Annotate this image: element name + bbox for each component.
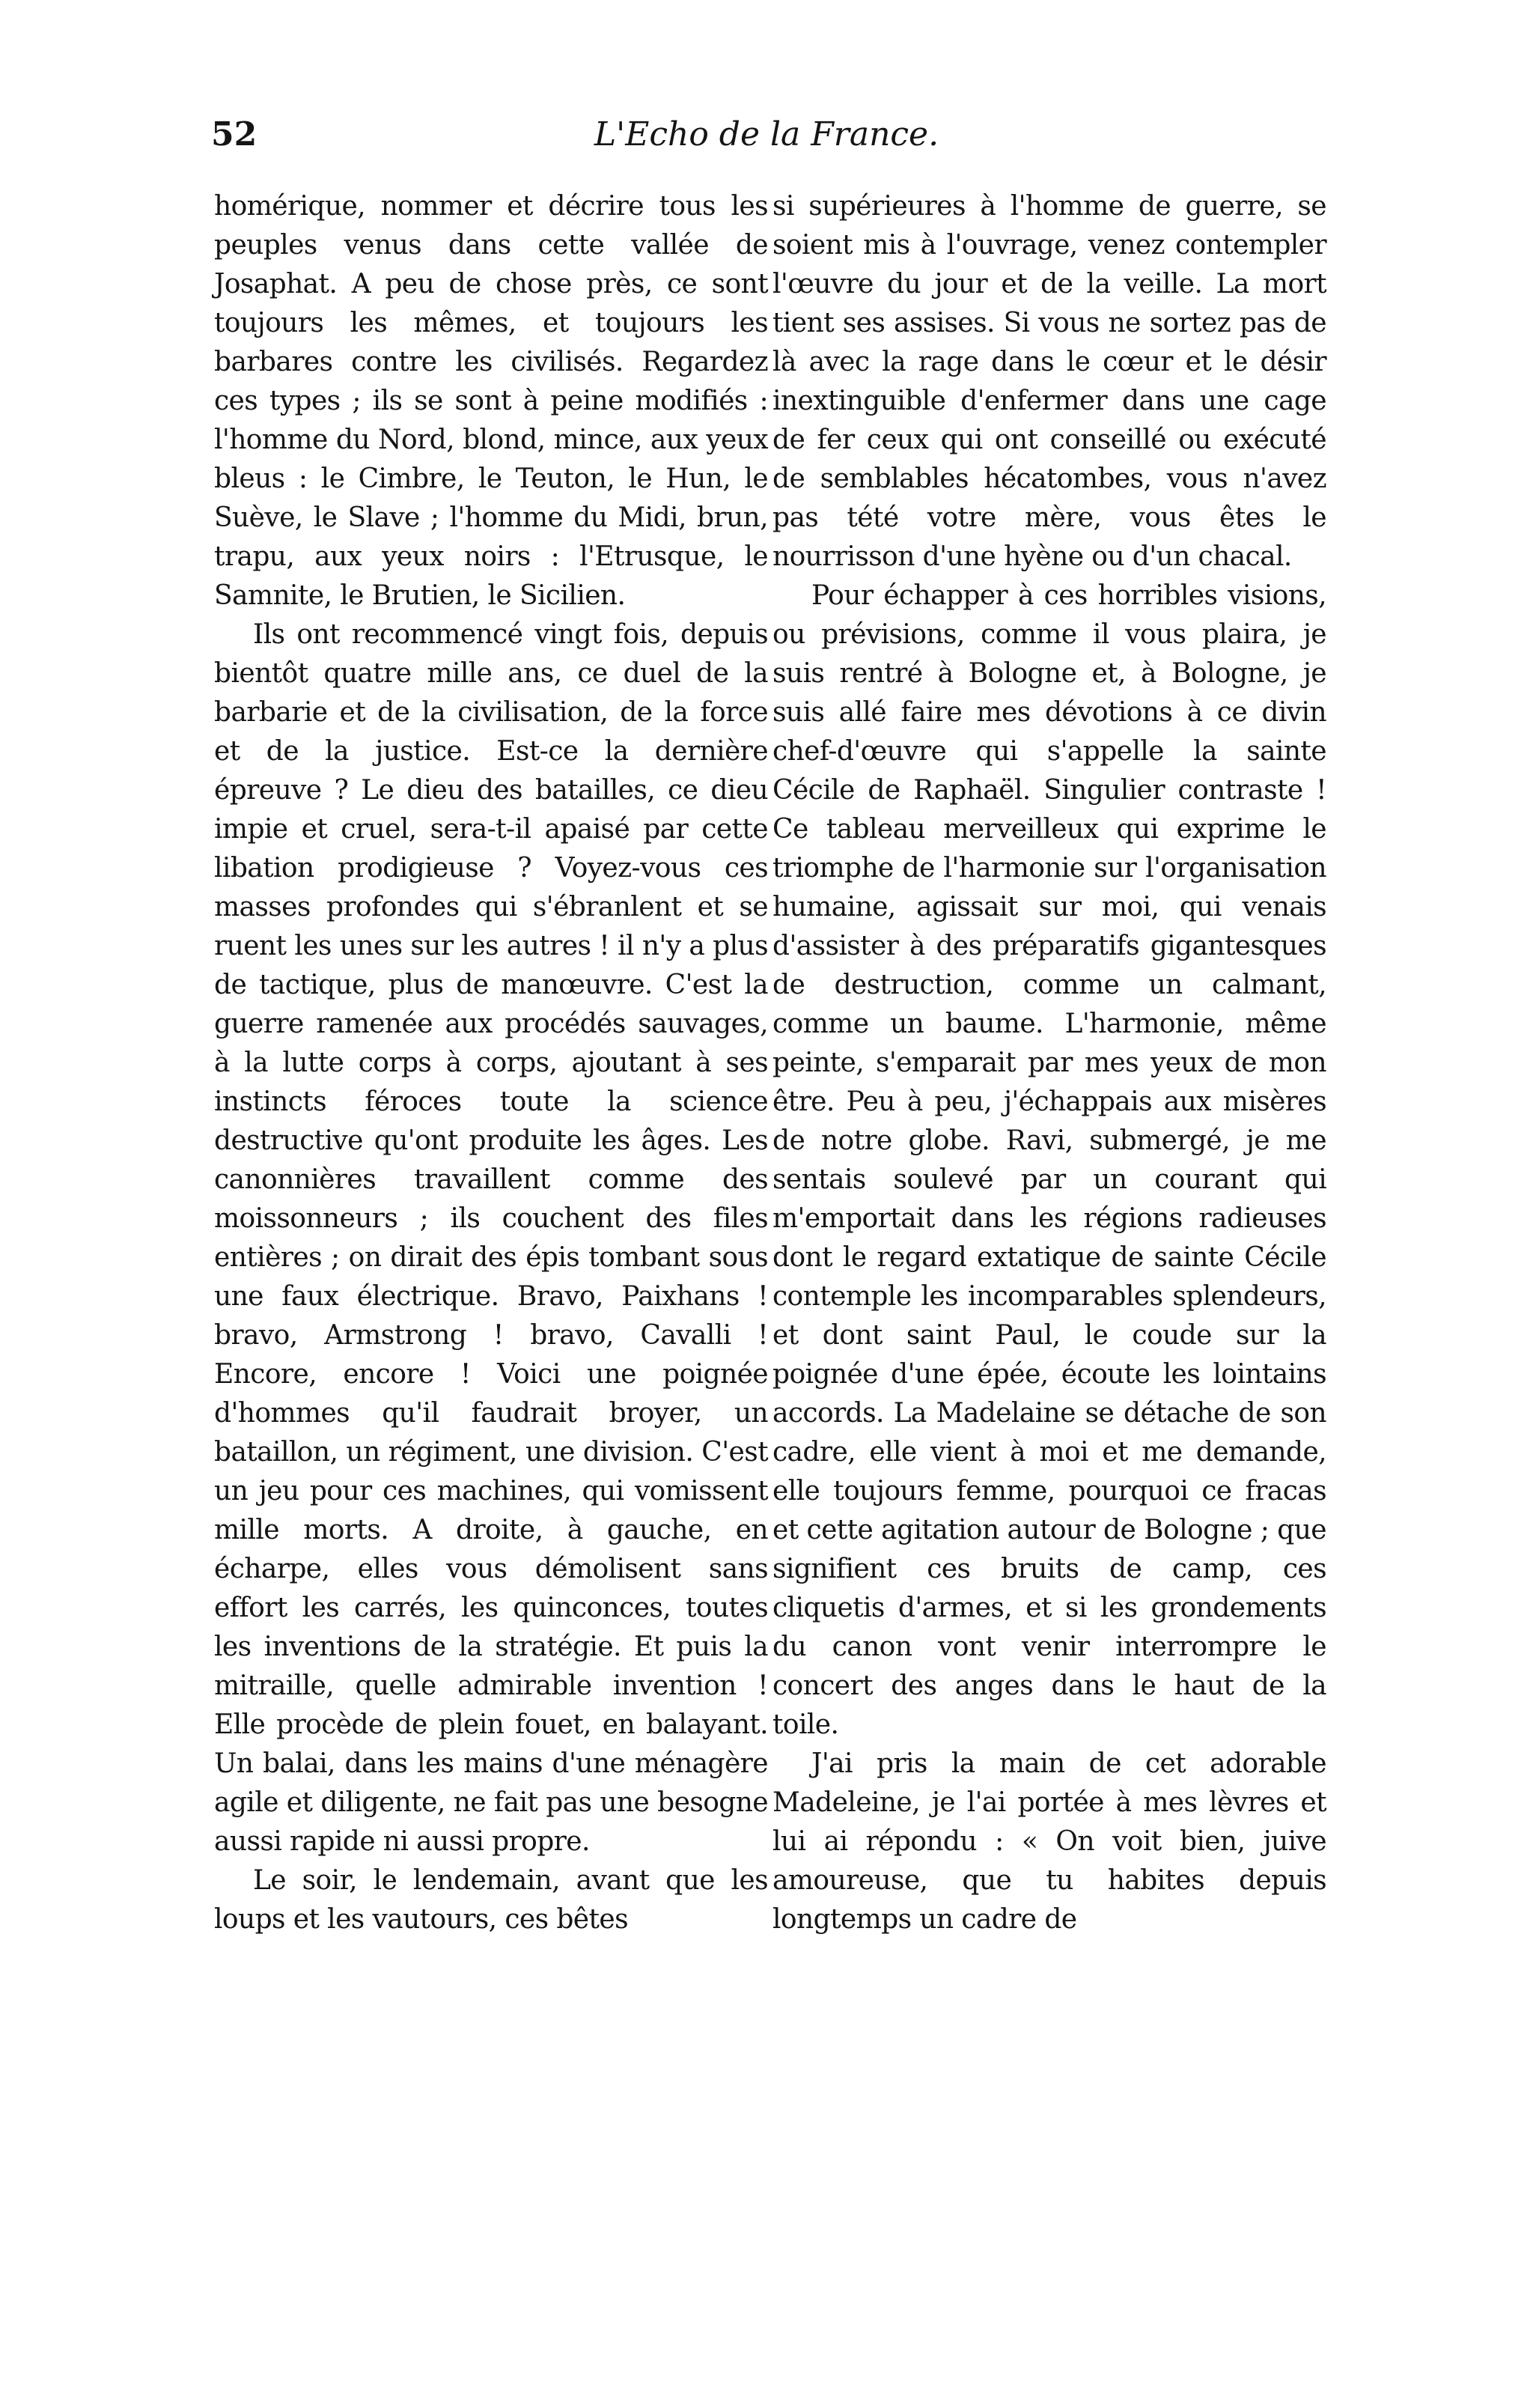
running-title: L'Echo de la France. [594,115,939,153]
paragraph: Ils ont recommencé vingt fois, depuis bientôt quatre mille ans, ce duel de la barbarie et de la civilisation, de la force et de la justice. Est-ce la dernière épreuve ? Le dieu des batailles, ce dieu impie et cruel, sera-t-il apaisé par cette libation prodigieuse ? Voyez-vous ces masses profondes qui s'ébranlent et se ruent les unes sur les autres ! il n'y a plus de tactique, plus de manœuvre. C'est la guerre ramenée aux procédés sauvages, à la lutte corps à corps, ajoutant à ses instincts féroces toute la science destructive qu'ont produite les âges. Les canonnières travaillent comme des moissonneurs ; ils couchent des files entières ; on dirait des épis tombant sous une faux électrique. Bravo, Paixhans ! bravo, Armstrong ! bravo, Cavalli ! Encore, encore ! Voici une poignée d'hommes qu'il faudrait broyer, un bataillon, un régiment, une division. C'est un jeu pour ces machines, qui vomissent mille morts. A droite, à gauche, en écharpe, elles vous démolisent sans effort les carrés, les quinconces, toutes les inventions de la stratégie. Et puis la mitraille, quelle admirable invention ! Elle procède de plein fouet, en balayant. Un balai, dans les mains d'une ménagère agile et diligente, ne fait pas une besogne aussi rapide ni aussi propre. [214,619,768,1857]
paragraph: J'ai pris la main de cet adorable Madeleine, je l'ai portée à mes lèvres et lui ai répondu : « On voit bien, juive amoureuse, que tu habites depuis longtemps un cadre de [772,1748,1326,1935]
paragraph: homérique, nommer et décrire tous les peuples venus dans cette vallée de Josaphat. A peu de chose près, ce sont toujours les mêmes, et toujours les barbares contre les civilisés. Regardez ces types ; ils se sont à peine modifiés : l'homme du Nord, blond, mince, aux yeux bleus : le Cimbre, le Teuton, le Hun, le Suève, le Slave ; l'homme du Midi, brun, trapu, aux yeux noirs : l'Etrusque, le Samnite, le Brutien, le Sicilien. [214,191,768,611]
left-column [214,187,768,1939]
page-number: 52 [211,115,257,153]
paragraph: Pour échapper à ces horribles visions, ou prévisions, comme il vous plaira, je suis rentré à Bologne et, à Bologne, je suis allé faire mes dévotions à ce divin chef-d'œuvre qui s'appelle la sainte Cécile de Raphaël. Singulier contraste ! Ce tableau merveilleux qui exprime le triomphe de l'harmonie sur l'organisation humaine, agissait sur moi, qui venais d'assister à des préparatifs gigantesques de destruction, comme un calmant, comme un baume. L'harmonie, même peinte, s'emparait par mes yeux de mon être. Peu à peu, j'échappais aux misères de notre globe. Ravi, submergé, je me sentais soulevé par un courant qui m'emportait dans les régions radieuses dont le regard extatique de sainte Cécile contemple les incomparables splendeurs, et dont saint Paul, le coude sur la poignée d'une épée, écoute les lointains accords. La Madelaine se détache de son cadre, elle vient à moi et me demande, elle toujours femme, pourquoi ce fracas et cette agitation autour de Bologne ; que signifient ces bruits de camp, ces cliquetis d'armes, et si les grondements du canon vont venir interrompre le concert des anges dans le haut de la toile. [772,580,1326,1740]
paragraph: Le soir, le lendemain, avant que les loups et les vautours, ces bêtes [214,1865,768,1935]
paragraph: si supérieures à l'homme de guerre, se soient mis à l'ouvrage, venez contempler l'œuvre du jour et de la veille. La mort tient ses assises. Si vous ne sortez pas de là avec la rage dans le cœur et le désir inextinguible d'enfermer dans une cage de fer ceux qui ont conseillé ou exécuté de semblables hécatombes, vous n'avez pas tété votre mère, vous êtes le nourrisson d'une hyène ou d'un chacal. [772,191,1326,572]
right-column [772,187,1326,1939]
